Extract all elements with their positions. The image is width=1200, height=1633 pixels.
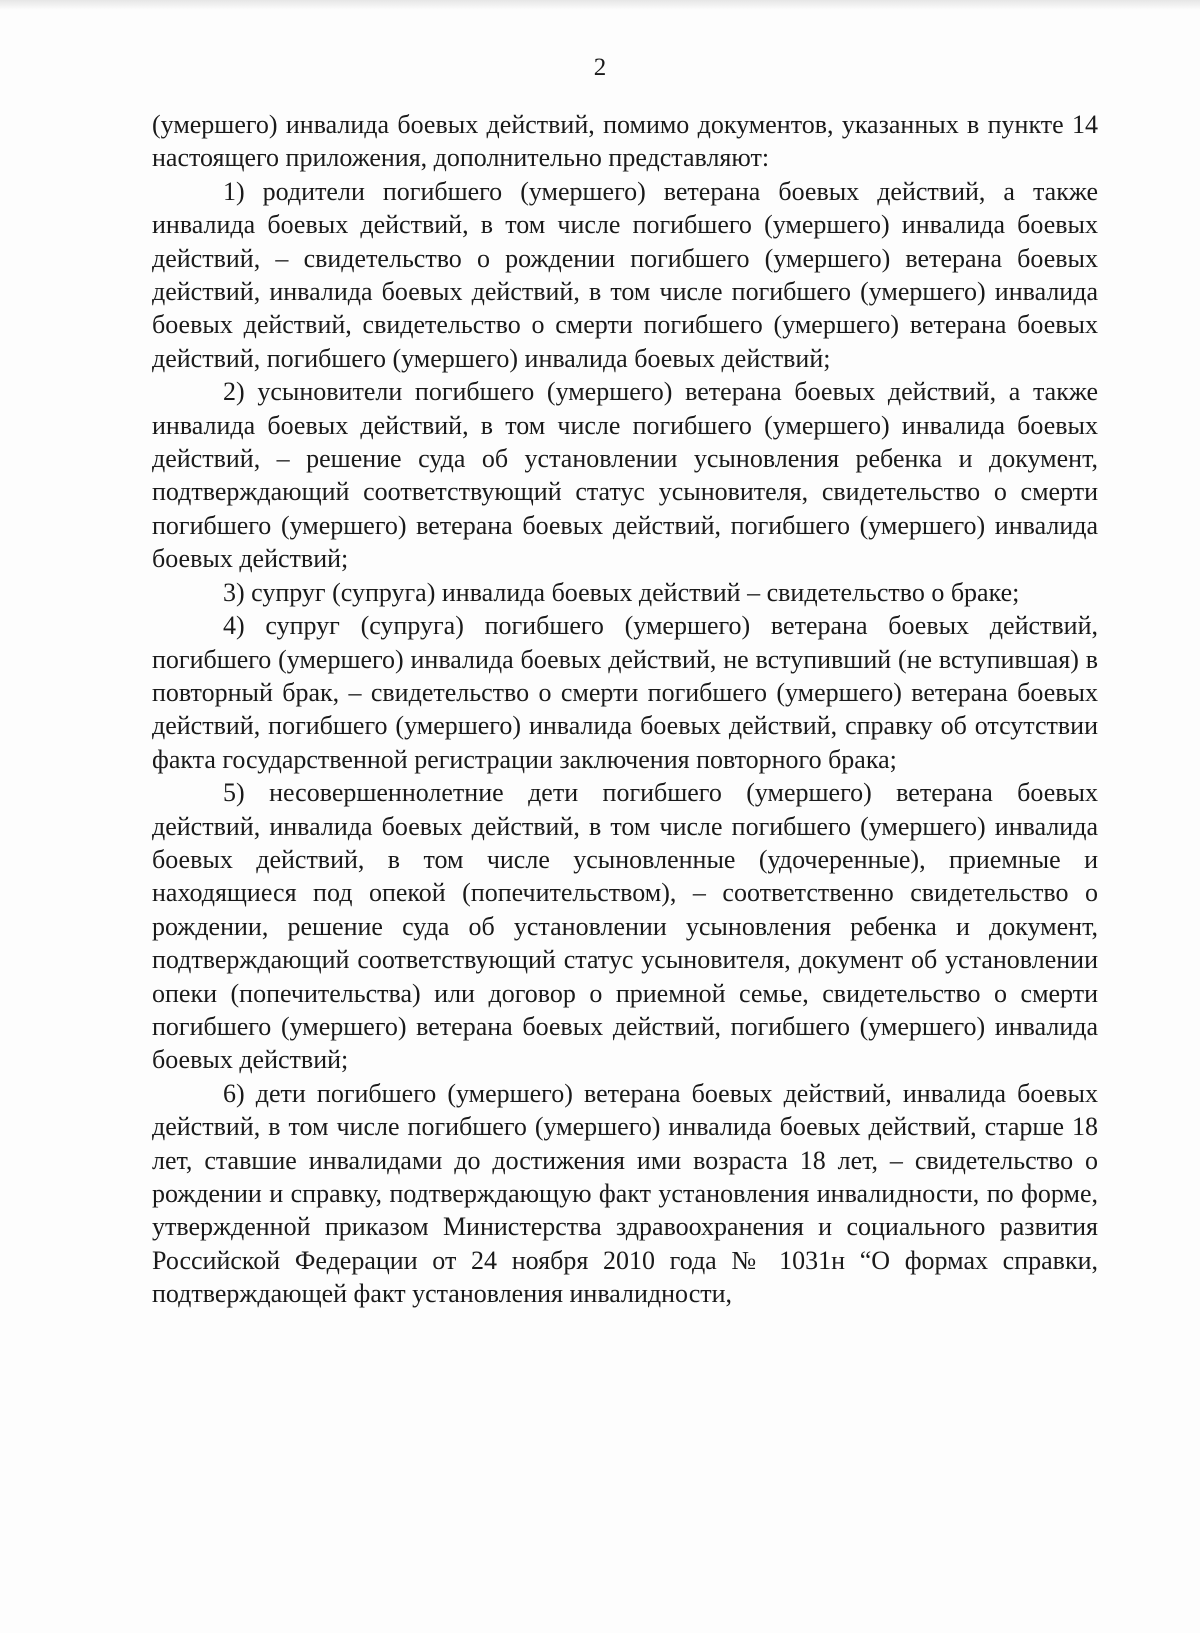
paragraph-item-2: 2) усыновители погибшего (умершего) ветерана боевых действий, а также инвалида боевых действий, в том числе погибшего (умершего) инвалида боевых действий, – решение суда об установлении усыновления ребенка и документ, подтверждающий соответствующий статус усыновителя, свидетельство о смерти погибшего (умершего) ветерана боевых действий, погибшего (умершего) инвалида боевых действий;: [152, 377, 1098, 574]
paragraph-item-1: 1) родители погибшего (умершего) ветерана боевых действий, а также инвалида боевых действий, в том числе погибшего (умершего) инвалида боевых действий, – свидетельство о рождении погибшего (умершего) ветерана боевых действий, инвалида боевых действий, в том числе погибшего (умершего) инвалида боевых действий, свидетельство о смерти погибшего (умершего) ветерана боевых действий, погибшего (умершего) инвалида боевых действий;: [152, 176, 1098, 373]
paragraph-intro: (умершего) инвалида боевых действий, помимо документов, указанных в пункте 14 настоящего приложения, дополнительно представляют:: [152, 110, 1098, 173]
scan-edge-shadow: [0, 0, 1200, 10]
document-body: [152, 108, 1098, 1311]
paragraph-item-4: 4) супруг (супруга) погибшего (умершего) ветерана боевых действий, погибшего (умершего) инвалида боевых действий, не вступивший (не вступившая) в повторный брак, – свидетельство о смерти погибшего (умершего) ветерана боевых действий, погибшего (умершего) инвалида боевых действий, справку об отсутствии факта государственной регистрации заключения повторного брака;: [152, 611, 1098, 774]
paragraph-item-3: 3) супруг (супруга) инвалида боевых действий – свидетельство о браке;: [223, 577, 1020, 607]
paragraph-item-5: 5) несовершеннолетние дети погибшего (умершего) ветерана боевых действий, инвалида боевых действий, в том числе погибшего (умершего) инвалида боевых действий, в том числе усыновленные (удочеренные), приемные и находящиеся под опекой (попечительством), – соответственно свидетельство о рождении, решение суда об установлении усыновления ребенка и документ, подтверждающий соответствующий статус усыновителя, документ об установлении опеки (попечительства) или договор о приемной семье, свидетельство о смерти погибшего (умершего) ветерана боевых действий, погибшего (умершего) инвалида боевых действий;: [152, 778, 1098, 1075]
paragraph-item-6: 6) дети погибшего (умершего) ветерана боевых действий, инвалида боевых действий, в том числе погибшего (умершего) инвалида боевых действий, старше 18 лет, ставшие инвалидами до достижения ими возраста 18 лет, – свидетельство о рождении и справку, подтверждающую факт установления инвалидности, по форме, утвержденной приказом Министерства здравоохранения и социального развития Российской Федерации от 24 ноября 2010 года № 1031н “О формах справки, подтверждающей факт установления инвалидности,: [152, 1078, 1098, 1309]
page-number: 2: [593, 54, 607, 81]
